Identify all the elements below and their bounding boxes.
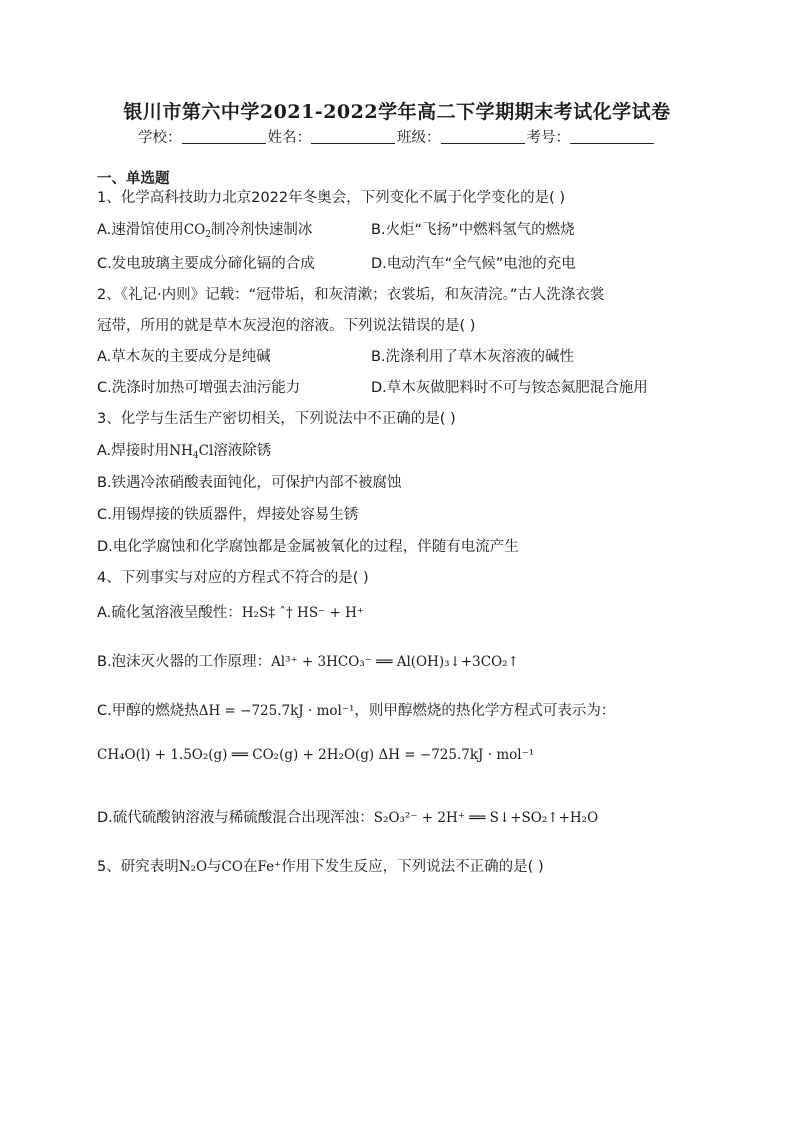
q2-option-a: A.草木灰的主要成分是纯碱 [97,349,271,365]
q1-option-a-text: A.速滑馆使用 [97,222,184,238]
q5-mid2: 在 [242,859,258,875]
school-blank[interactable] [182,129,266,144]
q4-option-a-equation: H₂S‡ ˆ† HS⁻ + H⁺ [241,605,364,621]
q3-nh: NH [169,443,193,459]
q1-option-d: D.电动汽车“全气候”电池的充电 [371,256,576,272]
class-blank[interactable] [441,129,525,144]
q1-option-b: B.火炬“飞扬”中燃料氢气的燃烧 [371,222,575,238]
q3-cl: Cl [198,443,214,459]
q4-option-c [97,701,615,721]
q5-stem-pre: 5、研究表明 [97,859,179,875]
q4-option-b [97,652,519,672]
q5-mid1: 与 [207,859,222,875]
q3-option-d: D.电化学腐蚀和化学腐蚀都是金属被氧化的过程，伴随有电流产生 [97,539,519,555]
q4-option-b-equation: Al³⁺ + 3HCO₃⁻ ══ Al(OH)₃↓+3CO₂↑ [271,654,519,670]
q4-option-d-text: D.硫代硫酸钠溶液与稀硫酸混合出现浑浊： [97,810,374,826]
q4-option-c-enthalpy: ΔH = −725.7kJ · mol⁻¹ [198,703,355,719]
school-label: 学校： [138,130,182,146]
q3-stem: 3、化学与生活生产密切相关，下列说法中不正确的是( ) [97,411,456,427]
q3-option-a-text: A.焊接时用 [97,443,170,459]
q2-option-d: D.草木灰做肥料时不可与铵态氮肥混合施用 [371,380,648,396]
exam-no-blank[interactable] [570,129,654,144]
q3-option-c: C.用锡焊接的铁质器件，焊接处容易生锈 [97,507,359,523]
q4-option-a-text: A.硫化氢溶液呈酸性： [97,605,242,621]
student-info-row [0,126,794,147]
class-label: 班级： [397,130,441,146]
q4-option-c-equation: CH₄O(l) + 1.5O₂(g) ══ CO₂(g) + 2H₂O(g) ΔH = −725.7kJ · mol⁻¹ [97,747,535,763]
q5-stem [97,857,544,877]
q5-n2o-formula: N₂O [178,859,208,875]
q3-nh4cl-formula [169,443,213,459]
q1-option-a-post: 制冷剂快速制冰 [210,222,313,238]
q5-fe-formula: Fe⁺ [257,859,282,875]
exam-no-label: 考号： [526,130,570,146]
q1-co: CO [183,222,206,238]
name-blank[interactable] [311,129,395,144]
name-label: 姓名： [267,130,311,146]
q3-option-a-post: 溶液除锈 [213,443,272,459]
q4-stem: 4、下列事实与对应的方程式不符合的是( ) [97,570,369,586]
q3-option-b: B.铁遇冷浓硝酸表面钝化，可保护内部不被腐蚀 [97,475,402,491]
q1-option-a [97,220,312,240]
q4-option-d [97,808,598,828]
section-heading: 一、单选题 [97,171,170,187]
q2-option-c: C.洗涤时加热可增强去油污能力 [97,380,301,396]
q1-stem: 1、化学高科技助力北京2022年冬奥会，下列变化不属于化学变化的是( ) [97,190,566,206]
q5-co-formula: CO [221,859,243,875]
q2-stem-line2: 冠带，所用的就是草木灰浸泡的溶液。下列说法错误的是( ) [97,318,476,334]
q4-option-d-equation: S₂O₃²⁻ + 2H⁺ ══ S↓+SO₂↑+H₂O [373,810,599,826]
q3-option-a [97,441,271,461]
q1-co2-formula [184,222,211,238]
q4-option-b-text: B.泡沫灭火器的工作原理： [97,654,272,670]
q4-option-c-text: C.甲醇的燃烧热 [97,703,199,719]
q1-option-c: C.发电玻璃主要成分碲化镉的合成 [97,256,315,272]
q3-nh-sub: 4 [192,451,199,461]
q4-option-a [97,603,364,623]
q1-co-sub: 2 [205,230,211,240]
q2-option-b: B.洗涤利用了草木灰溶液的碱性 [371,349,575,365]
exam-title: 银川市第六中学2021-2022学年高二下学期期末考试化学试卷 [123,101,671,123]
q2-stem-line1: 2、《礼记·内则》记载：“冠带垢，和灰清漱；衣裳垢，和灰清浣。”古人洗涤衣裳 [97,287,605,303]
q4-option-c-post: ，则甲醇燃烧的热化学方程式可表示为： [354,703,616,719]
q5-stem-post: 作用下发生反应，下列说法不正确的是( ) [281,859,544,875]
